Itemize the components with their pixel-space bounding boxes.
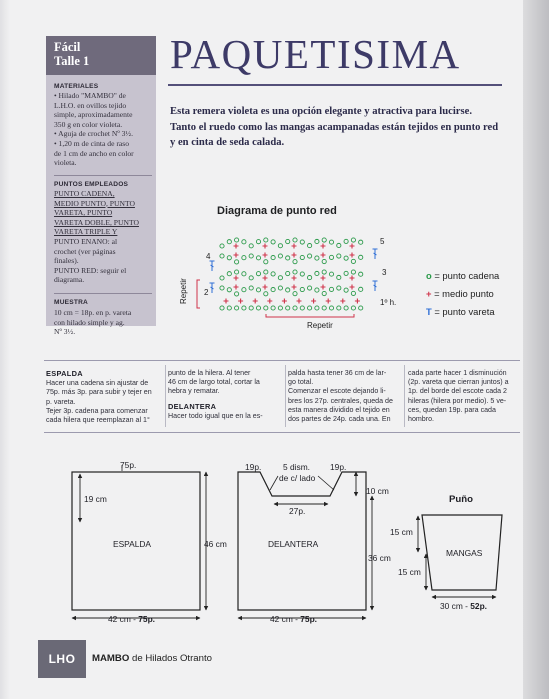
chain-stitch — [322, 270, 326, 274]
chain-stitch — [315, 239, 319, 243]
single-crochet-stitch — [238, 299, 243, 304]
single-crochet-stitch — [263, 285, 268, 290]
chain-stitch — [235, 306, 239, 310]
column-rule — [285, 365, 286, 427]
vareta-label: = punto vareta — [434, 306, 495, 317]
footer-brand: MAMBO — [92, 653, 130, 664]
front-neck-depth-label: 10 cm — [366, 486, 389, 496]
single-crochet-stitch — [321, 285, 326, 290]
single-crochet-stitch — [234, 285, 239, 290]
chain-stitch — [271, 272, 275, 276]
chain-stitch — [293, 238, 297, 242]
column-rule — [165, 365, 166, 427]
instr-line: Tejer 3p. cadena para comenzar — [46, 406, 148, 415]
instr-line: dos partes de 24p. cada una. En — [288, 415, 391, 424]
chain-stitch — [351, 306, 355, 310]
single-crochet-stitch — [263, 276, 268, 281]
materials-heading: MATERIALES — [54, 83, 99, 90]
footer-maker: de Hilados Otranto — [129, 653, 212, 664]
chain-stitch — [286, 239, 290, 243]
stitches-heading: PUNTOS EMPLEADOS — [54, 181, 129, 188]
lho-logo — [38, 640, 86, 678]
single-crochet-stitch — [234, 276, 239, 281]
back-height-label: 46 cm — [204, 539, 227, 549]
back-top-label: 75p. — [120, 460, 137, 470]
chain-stitch — [344, 306, 348, 310]
chain-stitch — [271, 240, 275, 244]
chain-stitch — [227, 240, 231, 244]
instructions-col-2 — [168, 369, 280, 421]
single-crochet-stitch — [234, 244, 239, 249]
chain-stitch — [344, 288, 348, 292]
chain-stitch — [249, 244, 253, 248]
front-neck-label: 27p. — [289, 506, 306, 516]
chain-stitch — [242, 288, 246, 292]
chain-stitch — [337, 254, 341, 258]
section-divider — [44, 432, 520, 433]
repeat-bracket — [197, 280, 200, 308]
front-width-label — [270, 614, 317, 624]
repeat-bracket-bottom — [266, 314, 354, 317]
chain-stitch — [278, 306, 282, 310]
stitches-line: finales). — [54, 256, 79, 266]
chain-stitch — [271, 306, 275, 310]
single-crochet-stitch — [282, 299, 287, 304]
instr-line: go total. — [288, 378, 314, 387]
vareta-stitch — [373, 249, 378, 259]
chain-stitch — [300, 287, 304, 291]
single-crochet-stitch — [263, 244, 268, 249]
chain-stitch — [344, 256, 348, 260]
front-width-pts: 75p. — [300, 614, 318, 624]
single-crochet-stitch — [340, 299, 345, 304]
chain-stitch — [322, 291, 326, 295]
chain-stitch — [278, 286, 282, 290]
chain-stitch — [242, 256, 246, 260]
chain-stitch — [235, 270, 239, 274]
instr-line: cada hilera que reemplazan al 1° — [46, 416, 150, 425]
front-decreases-label-2: de c/ lado — [279, 473, 316, 483]
chain-stitch — [337, 243, 341, 247]
sleeve-width-label — [440, 601, 487, 611]
page-title: PAQUETISIMA — [170, 31, 461, 77]
chain-stitch — [308, 254, 312, 258]
instr-line: bres los 27p. centrales, queda de — [288, 396, 393, 405]
chain-stitch — [322, 306, 326, 310]
chain-stitch — [300, 272, 304, 276]
chain-stitch — [308, 276, 312, 280]
vareta-symbol: T — [426, 306, 432, 317]
sidebar-divider — [54, 293, 152, 294]
chain-stitch — [359, 272, 363, 276]
single-crochet-stitch — [292, 276, 297, 281]
chain-stitch — [242, 240, 246, 244]
stitches-line: diagrama. — [54, 275, 85, 285]
sample-line: Nº 3½. — [54, 327, 76, 337]
instr-line: Hacer una cadena sin ajustar de — [46, 379, 149, 388]
chain-stitch — [286, 288, 290, 292]
instructions-col-3 — [288, 369, 400, 424]
chain-stitch — [220, 244, 224, 248]
materials-list — [54, 91, 152, 168]
chain-stitch — [278, 244, 282, 248]
chain-stitch — [293, 260, 297, 264]
row-label-4: 4 — [206, 252, 211, 261]
instr-line: cada parte hacer 1 disminución — [408, 369, 507, 377]
difficulty-level: Fácil — [54, 40, 81, 54]
materials-line: 350 g en color violeta. — [54, 119, 123, 129]
chain-stitch — [220, 254, 224, 258]
chain-label: = punto cadena — [434, 270, 500, 281]
single-symbol: + — [426, 288, 432, 299]
materials-line: simple, aproximadamente — [54, 110, 133, 120]
single-crochet-stitch — [267, 299, 272, 304]
sidebar-header — [46, 36, 156, 75]
instr-line: 75p. más 3p. para subir y tejer en — [46, 388, 152, 397]
chain-stitch — [256, 288, 260, 292]
chain-stitch — [293, 292, 297, 296]
single-crochet-stitch — [292, 253, 297, 258]
chain-stitch — [278, 276, 282, 280]
materials-line: violeta. — [54, 158, 77, 168]
chain-stitch — [329, 287, 333, 291]
chain-stitch — [329, 255, 333, 259]
chain-stitch — [256, 306, 260, 310]
chain-stitch — [337, 286, 341, 290]
single-crochet-stitch — [321, 244, 326, 249]
chain-stitch — [227, 272, 231, 276]
section-divider — [44, 360, 520, 361]
legend-single — [426, 288, 494, 299]
single-crochet-stitch — [263, 253, 268, 258]
chain-stitch — [300, 255, 304, 259]
front-shoulder-right-label: 19p. — [330, 462, 347, 472]
chain-stitch — [220, 286, 224, 290]
legend-vareta — [426, 306, 495, 317]
instr-line: (2p. vareta que cierran juntos) a — [408, 378, 509, 387]
single-crochet-stitch — [350, 244, 355, 249]
back-neck-label: 19 cm — [84, 494, 107, 504]
chain-symbol: o — [426, 270, 432, 281]
chain-stitch — [329, 240, 333, 244]
chain-stitch — [271, 287, 275, 291]
chain-stitch — [220, 276, 224, 280]
chain-stitch — [315, 306, 319, 310]
sample-line: 10 cm = 18p. en p. vareta — [54, 308, 132, 317]
sample-list — [54, 308, 152, 337]
instr-line: 1p. del borde del escote cada 2 — [408, 387, 507, 396]
footer-credit — [92, 653, 212, 664]
sleeve-cuff-label: 15 cm — [390, 527, 413, 537]
chain-stitch — [315, 288, 319, 292]
single-crochet-stitch — [297, 299, 302, 304]
vareta-stitch — [373, 281, 378, 291]
chain-stitch — [337, 306, 341, 310]
back-width-label — [108, 614, 155, 624]
single-label: = medio punto — [434, 288, 494, 299]
sleeve-title: Puño — [449, 494, 473, 505]
chain-stitch — [264, 292, 268, 296]
materials-line: • Hilado "MAMBO" de — [54, 91, 126, 100]
single-crochet-stitch — [321, 276, 326, 281]
chain-stitch — [315, 256, 319, 260]
chain-stitch — [249, 286, 253, 290]
sleeve-width-cm: 30 cm - — [440, 601, 471, 611]
chain-stitch — [235, 238, 239, 242]
sleeve-lower-label: 15 cm — [398, 567, 421, 577]
chain-stitch — [242, 272, 246, 276]
stitches-line: crochet (ver páginas — [54, 246, 116, 256]
chain-stitch — [256, 240, 260, 244]
chain-stitch — [300, 240, 304, 244]
stitches-line: VARETA DOBLE, PUNTO — [54, 217, 139, 227]
chain-stitch — [308, 244, 312, 248]
instr-line: esta manera dividido el tejido en — [288, 405, 390, 414]
back-center-label: ESPALDA — [113, 539, 152, 549]
single-crochet-stitch — [224, 299, 229, 304]
stitches-line: PUNTO CADENA, — [54, 189, 115, 198]
row-label-1: 1º h. — [380, 298, 397, 307]
chain-stitch — [264, 238, 268, 242]
chain-stitch — [227, 288, 231, 292]
front-width-cm: 42 cm - — [270, 614, 301, 624]
chain-stitch — [235, 292, 239, 296]
legend-chain — [426, 270, 499, 281]
chain-stitch — [227, 256, 231, 260]
chain-stitch — [235, 260, 239, 264]
instr-line: ces, quedan 19p. para cada — [408, 405, 496, 414]
sample-line: con hilado simple y ag. — [54, 317, 125, 327]
chain-stitch — [351, 291, 355, 295]
sleeve-center-label: MANGAS — [446, 548, 483, 558]
instr-line: hombro. — [408, 415, 435, 424]
vareta-stitch — [210, 283, 215, 293]
instr-line: Hacer todo igual que en la es- — [168, 411, 263, 420]
chain-stitch — [220, 306, 224, 310]
sidebar-divider — [54, 175, 152, 176]
materials-line: • Aguja de crochet Nº 3½. — [54, 129, 134, 139]
chain-stitch — [351, 238, 355, 242]
single-crochet-stitch — [326, 299, 331, 304]
logo-text: LHO — [48, 652, 76, 666]
chain-stitch — [242, 306, 246, 310]
back-width-pts: 75p. — [138, 614, 156, 624]
single-crochet-stitch — [350, 253, 355, 258]
chain-stitch — [322, 259, 326, 263]
stitches-line: PUNTO RED: seguir el — [54, 265, 127, 275]
size-label: Talle 1 — [54, 54, 90, 68]
chain-stitch — [249, 306, 253, 310]
chain-stitch — [293, 270, 297, 274]
single-crochet-stitch — [321, 253, 326, 258]
chain-stitch — [227, 306, 231, 310]
chain-stitch — [264, 270, 268, 274]
chain-stitch — [264, 306, 268, 310]
instructions-col-4 — [408, 369, 520, 424]
instr-line: palda hasta tener 36 cm de lar- — [288, 369, 387, 377]
decrease-pointer — [318, 476, 334, 490]
chain-stitch — [329, 272, 333, 276]
diagram-title: Diagrama de punto red — [217, 205, 337, 217]
title-underline — [168, 84, 502, 86]
chain-stitch — [344, 271, 348, 275]
chain-stitch — [286, 306, 290, 310]
chain-stitch — [308, 306, 312, 310]
chain-stitch — [286, 256, 290, 260]
chain-stitch — [300, 306, 304, 310]
chain-stitch — [351, 270, 355, 274]
materials-line: • 1,20 m de cinta de raso — [54, 138, 129, 148]
chain-stitch — [308, 286, 312, 290]
single-crochet-stitch — [292, 285, 297, 290]
back-width-cm: 42 cm - — [108, 614, 139, 624]
chain-stitch — [337, 275, 341, 279]
chain-stitch — [278, 254, 282, 258]
instr-line: hebra y rematar. — [168, 387, 220, 396]
chain-stitch — [256, 256, 260, 260]
row-label-3: 3 — [382, 268, 387, 277]
chain-stitch — [359, 306, 363, 310]
chain-stitch — [271, 255, 275, 259]
back-heading: ESPALDA — [46, 369, 83, 378]
instr-line: hileras (hilera por medio). 5 ve- — [408, 396, 507, 405]
single-crochet-stitch — [355, 299, 360, 304]
front-shoulder-left-label: 19p. — [245, 462, 262, 472]
repeat-side-label: Repetir — [179, 278, 188, 304]
decrease-pointer — [270, 476, 278, 490]
single-crochet-stitch — [350, 285, 355, 290]
chain-stitch — [315, 271, 319, 275]
stitches-list — [54, 189, 152, 285]
chain-stitch — [249, 276, 253, 280]
instr-line: punto de la hilera. Al tener — [168, 369, 251, 377]
instr-line: 46 cm de largo total, cortar la — [168, 378, 260, 387]
chain-stitch — [249, 254, 253, 258]
chain-stitch — [344, 239, 348, 243]
chain-stitch — [351, 259, 355, 263]
sleeve-width-pts: 52p. — [470, 601, 488, 611]
chain-stitch — [322, 238, 326, 242]
row-label-5: 5 — [380, 237, 385, 246]
materials-line: de 1 cm de ancho en color — [54, 148, 134, 158]
instr-line: p. vareta. — [46, 397, 76, 406]
single-crochet-stitch — [253, 299, 258, 304]
chain-stitch — [264, 260, 268, 264]
intro-paragraph: Esta remera violeta es una opción elegante y atractiva para lucirse. Tanto el ruedo como las mangas acampanadas están tejidos en punto red y en cinta de seda calada. — [170, 106, 499, 148]
chain-stitch — [359, 255, 363, 259]
chain-stitch — [286, 271, 290, 275]
row-label-2: 2 — [204, 288, 209, 297]
chain-stitch — [359, 287, 363, 291]
stitches-line: PUNTO ENANO: al — [54, 236, 118, 246]
chain-stitch — [359, 240, 363, 244]
single-crochet-stitch — [234, 253, 239, 258]
instr-line: Comenzar el escote dejando li- — [288, 387, 386, 396]
chain-stitch — [256, 272, 260, 276]
front-heading: DELANTERA — [168, 401, 217, 411]
materials-line: L.H.O. en ovillos tejido — [54, 100, 127, 110]
front-center-label: DELANTERA — [268, 539, 319, 549]
chain-stitch — [293, 306, 297, 310]
single-crochet-stitch — [350, 276, 355, 281]
chain-stitch — [329, 306, 333, 310]
repeat-bottom-label: Repetir — [307, 321, 333, 330]
front-decreases-label: 5 dism. — [283, 462, 310, 472]
instructions-col-1 — [46, 369, 162, 425]
vareta-stitch — [210, 261, 215, 271]
single-crochet-stitch — [292, 244, 297, 249]
stitches-line: VARETA, PUNTO — [54, 208, 113, 218]
front-height-label: 36 cm — [368, 553, 391, 563]
stitches-line: VARETA TRIPLE Y — [54, 227, 118, 237]
single-crochet-stitch — [311, 299, 316, 304]
stitches-line: MEDIO PUNTO, PUNTO — [54, 198, 135, 208]
sample-heading: MUESTRA — [54, 299, 89, 306]
stitch-diagram — [170, 222, 420, 334]
column-rule — [404, 365, 405, 427]
